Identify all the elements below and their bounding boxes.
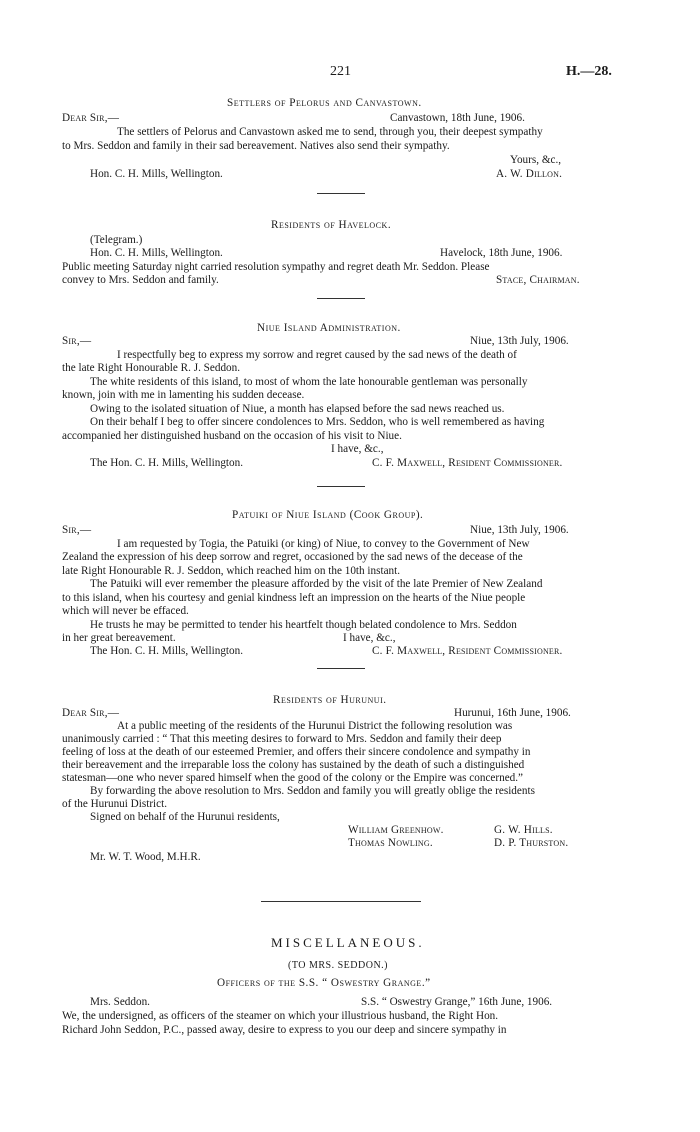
dateline: Hurunui, 16th June, 1906.	[454, 707, 571, 719]
body-line: At a public meeting of the residents of the Hurunui District the following resolution was	[117, 720, 513, 732]
section-heading-pelorus: Settlers of Pelorus and Canvastown.	[227, 97, 422, 109]
section-heading-oswestry-grange: Officers of the S.S. “ Oswestry Grange.”	[217, 977, 431, 989]
body-line: I respectfully beg to express my sorrow and regret caused by the sad news of the death of	[117, 349, 517, 361]
addressee: The Hon. C. H. Mills, Wellington.	[90, 645, 244, 657]
body-line: unanimously carried : “ That this meeting desires to forward to Mrs. Seddon and family their deep	[62, 733, 502, 745]
addressee: The Hon. C. H. Mills, Wellington.	[90, 457, 244, 469]
dateline: Niue, 13th July, 1906.	[470, 335, 569, 347]
dateline: S.S. “ Oswestry Grange,” 16th June, 1906.	[361, 996, 553, 1008]
body-line: By forwarding the above resolution to Mrs. Seddon and family you will greatly oblige the residents	[90, 785, 535, 797]
miscellaneous-title: MISCELLANEOUS.	[271, 935, 425, 950]
signer: D. P. Thurston.	[494, 837, 569, 849]
signature: A. W. Dillon.	[496, 168, 563, 180]
body-line: Owing to the isolated situation of Niue, a month has elapsed before the sad news reached us.	[90, 403, 505, 415]
signature: C. F. Maxwell, Resident Commissioner.	[372, 457, 563, 469]
closing: Yours, &c.,	[510, 154, 562, 166]
section-divider	[317, 668, 365, 669]
section-heading-patuiki: Patuiki of Niue Island (Cook Group).	[232, 509, 424, 521]
addressee: Hon. C. H. Mills, Wellington.	[90, 247, 223, 259]
body-line: to Mrs. Seddon and family in their sad bereavement. Natives also send their sympathy.	[62, 140, 450, 152]
signature: Stace, Chairman.	[496, 274, 580, 286]
body-line: which will never be effaced.	[62, 605, 189, 617]
document-reference: H.—28.	[566, 64, 612, 79]
dateline: Havelock, 18th June, 1906.	[440, 247, 563, 259]
salutation: Sir,—	[62, 524, 92, 536]
signer: William Greenhow.	[348, 824, 444, 836]
dateline: Niue, 13th July, 1906.	[470, 524, 569, 536]
body-line: accompanied her distinguished husband on the occasion of his visit to Niue.	[62, 430, 402, 442]
signature: C. F. Maxwell, Resident Commissioner.	[372, 645, 563, 657]
section-heading-havelock: Residents of Havelock.	[271, 219, 392, 231]
section-divider	[317, 298, 365, 299]
page-number: 221	[330, 64, 351, 79]
body-line: convey to Mrs. Seddon and family.	[62, 274, 219, 286]
body-line: He trusts he may be permitted to tender his heartfelt though belated condolence to Mrs. Seddon	[90, 619, 517, 631]
salutation: Dear Sir,—	[62, 707, 120, 719]
section-heading-hurunui: Residents of Hurunui.	[273, 694, 387, 706]
body-line: of the Hurunui District.	[62, 798, 168, 810]
salutation: Sir,—	[62, 335, 92, 347]
section-divider	[317, 193, 365, 194]
body-line: known, join with me in lamenting his sudden decease.	[62, 389, 305, 401]
closing: I have, &c.,	[343, 632, 396, 644]
body-line: We, the undersigned, as officers of the steamer on which your illustrious husband, the Right Hon.	[62, 1010, 499, 1022]
body-line: Richard John Seddon, P.C., passed away, desire to express to you our deep and sincere sympathy in	[62, 1024, 507, 1036]
signer: G. W. Hills.	[494, 824, 553, 836]
addressee: Hon. C. H. Mills, Wellington.	[90, 168, 223, 180]
salutation: Dear Sir,—	[62, 112, 120, 124]
body-line: The white residents of this island, to most of whom the late honourable gentleman was personally	[90, 376, 528, 388]
body-line: Zealand the expression of his deep sorrow and regret, occasioned by the sad news of the decease of the	[62, 551, 523, 563]
body-line: Public meeting Saturday night carried resolution sympathy and regret death Mr. Seddon. Please	[62, 261, 490, 273]
body-line: Signed on behalf of the Hurunui residents,	[90, 811, 280, 823]
miscellaneous-subtitle: (TO MRS. SEDDON.)	[288, 960, 388, 971]
addressee: Mrs. Seddon.	[90, 996, 150, 1008]
body-line: in her great bereavement.	[62, 632, 176, 644]
section-heading-niue-administration: Niue Island Administration.	[257, 322, 401, 334]
section-divider	[261, 901, 421, 902]
section-divider	[317, 486, 365, 487]
body-line: to this island, when his courtesy and genial kindness left an impression on the hearts of the Niue people	[62, 592, 526, 604]
signer: Thomas Nowling.	[348, 837, 433, 849]
body-line: their bereavement and the irreparable loss the colony has sustained by the death of such a distinguished	[62, 759, 525, 771]
addressee: Mr. W. T. Wood, M.H.R.	[90, 851, 201, 863]
body-line: the late Right Honourable R. J. Seddon.	[62, 362, 241, 374]
body-line: I am requested by Togia, the Patuiki (or king) of Niue, to convey to the Government of New	[117, 538, 530, 550]
note: (Telegram.)	[90, 234, 143, 246]
body-line: On their behalf I beg to offer sincere condolences to Mrs. Seddon, who is well remembered as having	[90, 416, 545, 428]
body-line: feeling of loss at the death of our esteemed Premier, and offers their sincere condolence and sympathy in	[62, 746, 531, 758]
dateline: Canvastown, 18th June, 1906.	[390, 112, 525, 124]
closing: I have, &c.,	[331, 443, 384, 455]
body-line: The settlers of Pelorus and Canvastown asked me to send, through you, their deepest sympathy	[117, 126, 543, 138]
body-line: statesman—one who never spared himself when the good of the colony or the Empire was concerned.”	[62, 772, 524, 784]
body-line: late Right Honourable R. J. Seddon, which reached him on the 10th instant.	[62, 565, 401, 577]
body-line: The Patuiki will ever remember the pleasure afforded by the visit of the late Premier of New Zealand	[90, 578, 543, 590]
